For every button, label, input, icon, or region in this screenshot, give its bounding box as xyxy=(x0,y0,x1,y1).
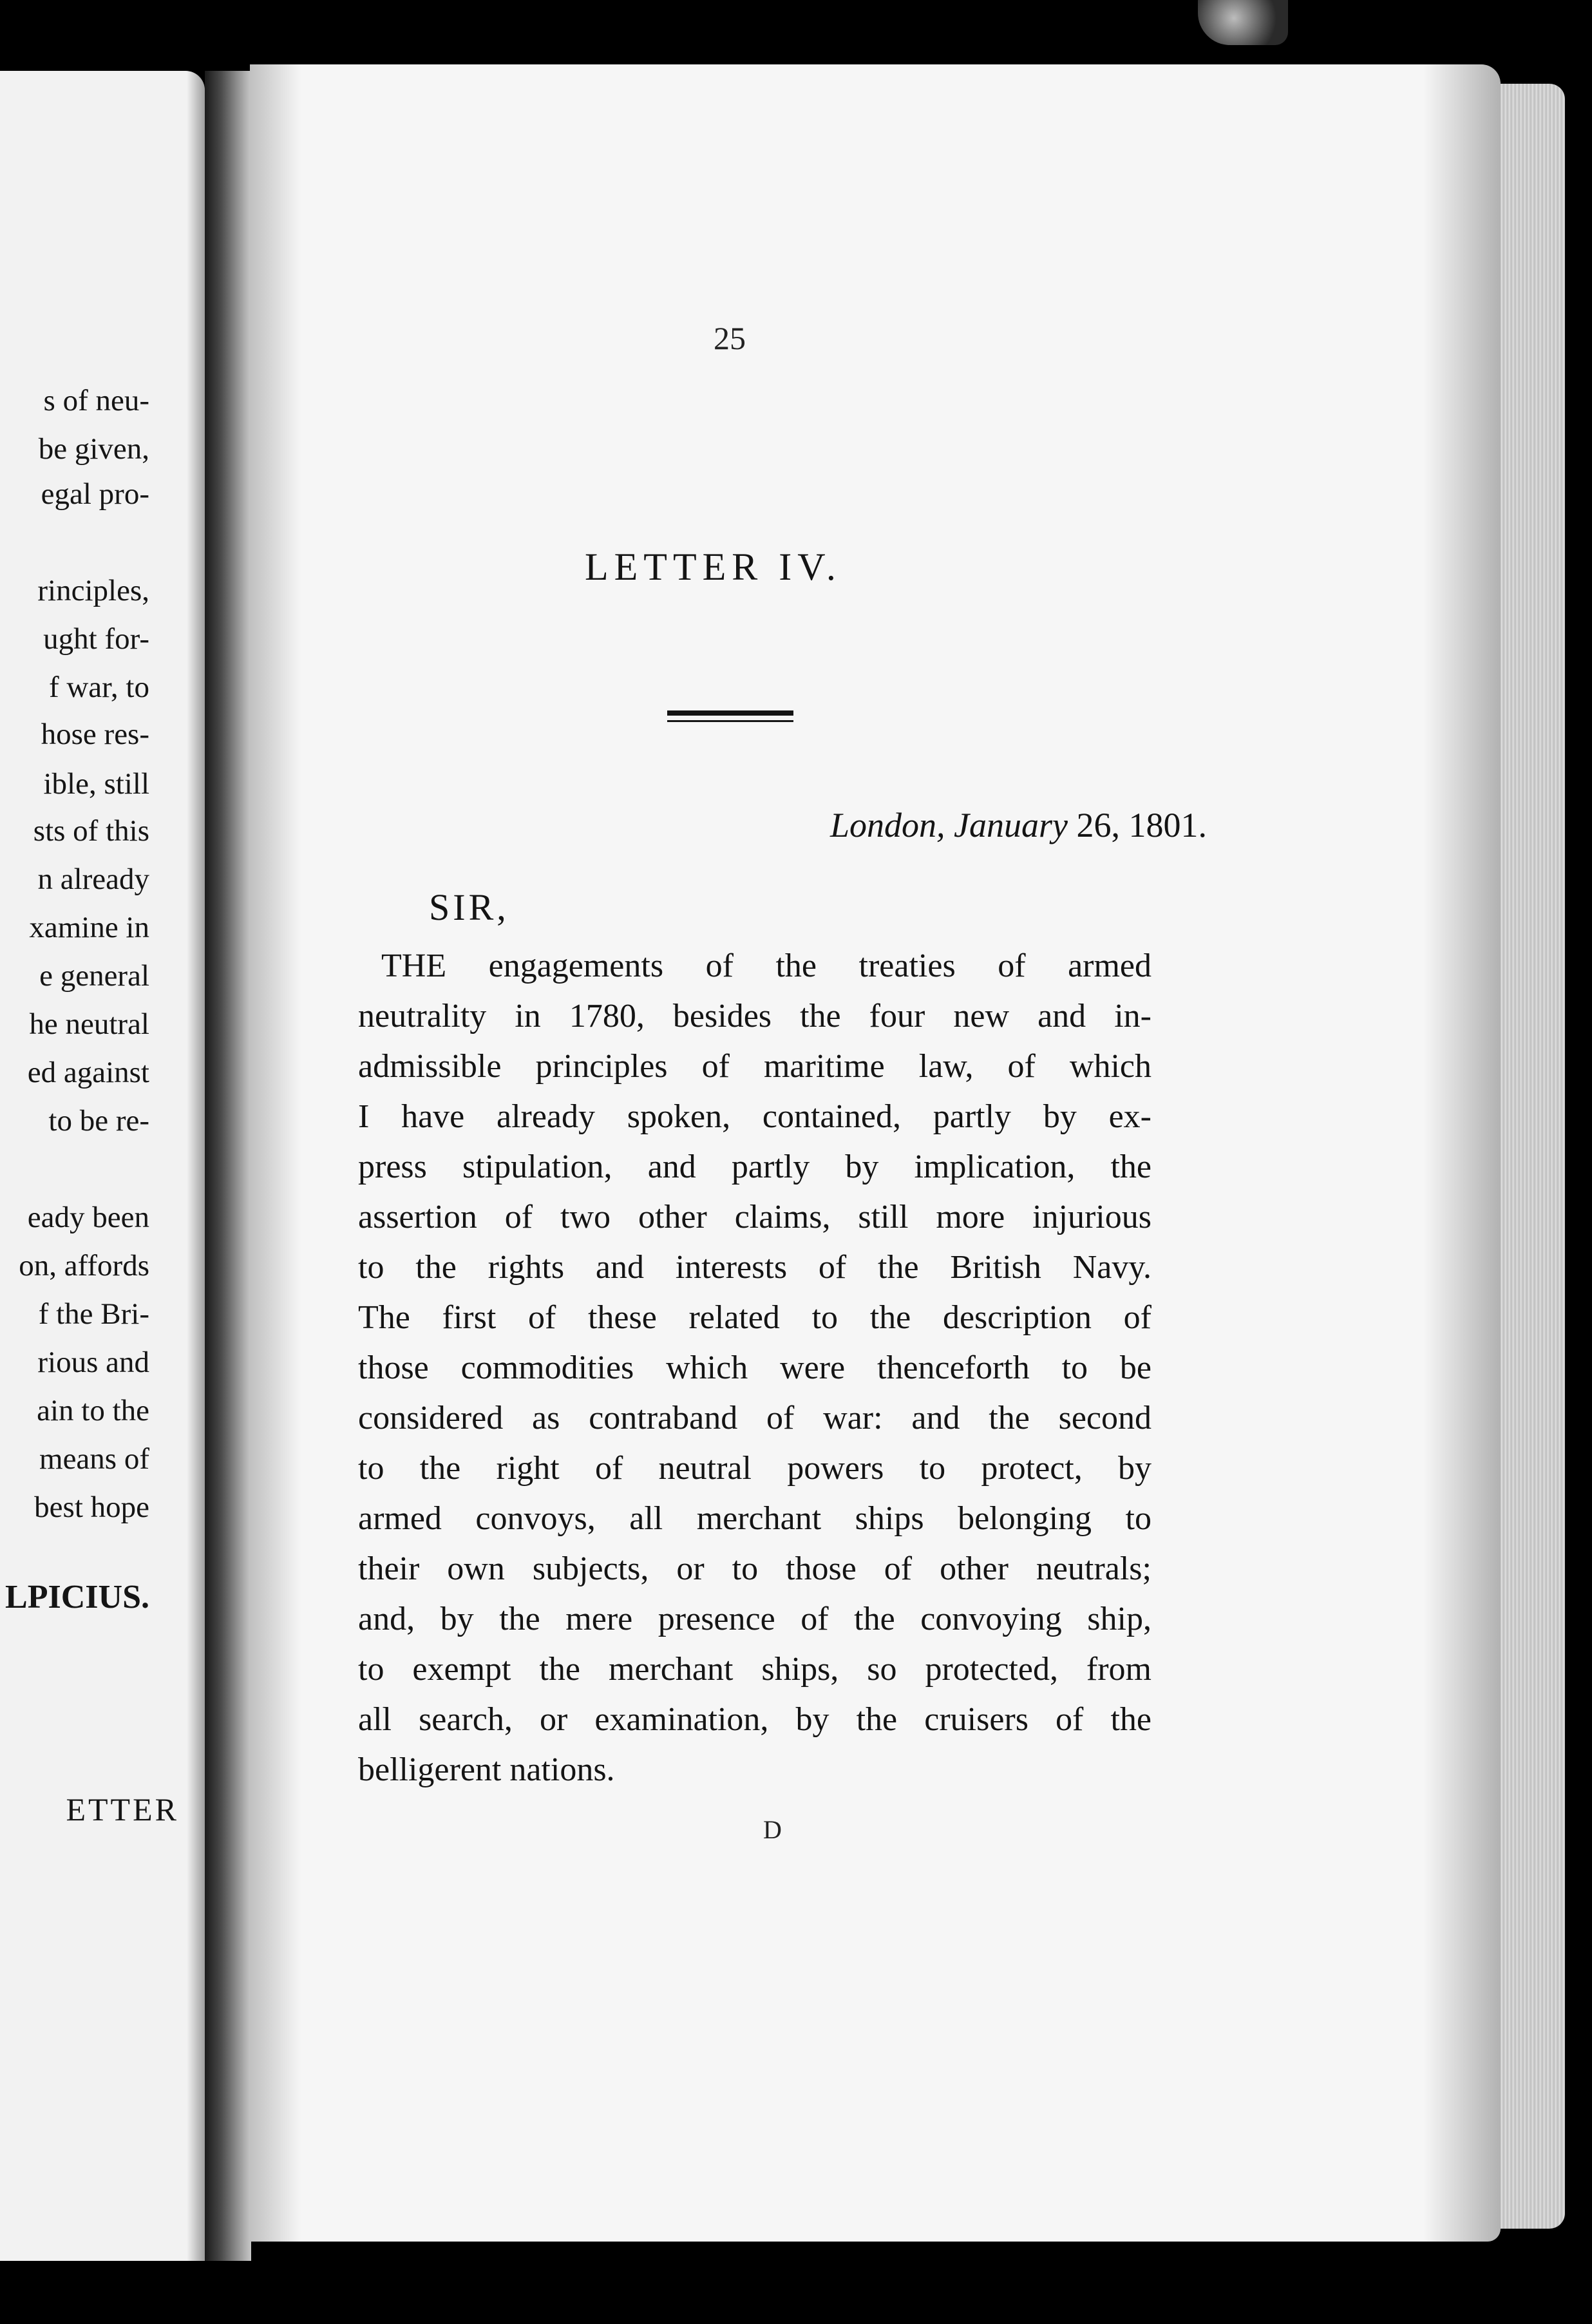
left-page-line: rinciples, xyxy=(37,574,149,607)
body-line: neutrality in 1780, besides the four new and in- xyxy=(358,998,1151,1034)
body-line: THE engagements of the treaties of armed xyxy=(381,948,1151,984)
left-page-line: ed against xyxy=(27,1056,149,1089)
left-page-line: egal pro- xyxy=(41,477,149,511)
signature-mark: D xyxy=(763,1815,782,1844)
body-line: assertion of two other claims, still more injurious xyxy=(358,1199,1151,1235)
heading-rule-thick xyxy=(667,710,793,716)
left-page-line: means of xyxy=(39,1442,149,1476)
body-line: those commodities which were thenceforth to be xyxy=(358,1349,1151,1386)
body-line: press stipulation, and partly by implication, the xyxy=(358,1148,1151,1185)
body-line: to exempt the merchant ships, so protected, from xyxy=(358,1651,1151,1688)
left-page-line: ain to the xyxy=(37,1394,149,1427)
body-line: The first of these related to the description of xyxy=(358,1299,1151,1336)
left-page-line: on, affords xyxy=(19,1249,149,1282)
page-number: 25 xyxy=(714,320,746,356)
left-page-line: he neutral xyxy=(29,1007,149,1041)
dateline-date: 26, 1801. xyxy=(1076,806,1207,844)
left-page-line: rious and xyxy=(37,1346,149,1379)
dateline-place: London, January xyxy=(830,806,1068,844)
left-page-line: to be re- xyxy=(48,1104,149,1138)
torn-corner xyxy=(1198,0,1288,45)
left-page-line: ught for- xyxy=(43,622,149,656)
left-page-line: n already xyxy=(37,862,149,896)
body-line: armed convoys, all merchant ships belonging to xyxy=(358,1500,1151,1537)
body-line: admissible principles of maritime law, of which xyxy=(358,1048,1151,1085)
heading-rule-thin xyxy=(667,720,793,722)
body-line: to the right of neutral powers to protect, by xyxy=(358,1450,1151,1487)
left-page-line: f the Bri- xyxy=(38,1297,149,1331)
page-edges xyxy=(1494,84,1565,2229)
body-line: considered as contraband of war: and the second xyxy=(358,1400,1151,1436)
left-page xyxy=(0,71,205,2261)
body-line: and, by the mere presence of the convoying ship, xyxy=(358,1601,1151,1637)
left-page-line: e general xyxy=(39,959,149,993)
left-page-line: be given, xyxy=(38,432,149,466)
book-gutter xyxy=(205,71,251,2261)
body-line: their own subjects, or to those of other neutrals; xyxy=(358,1550,1151,1587)
left-page-line: xamine in xyxy=(29,911,149,944)
left-page-line: sts of this xyxy=(33,814,149,848)
left-page-line: ible, still xyxy=(43,767,149,801)
letter-heading: LETTER IV. xyxy=(585,546,842,588)
salutation: SIR, xyxy=(429,886,509,928)
body-line: belligerent nations. xyxy=(358,1751,615,1788)
left-page-catchword: ETTER xyxy=(66,1791,179,1827)
left-page-signature: LPICIUS. xyxy=(5,1579,149,1615)
body-line: to the rights and interests of the British Navy. xyxy=(358,1249,1151,1286)
body-line: all search, or examination, by the cruisers of the xyxy=(358,1701,1151,1738)
left-page-line: best hope xyxy=(34,1491,149,1524)
body-line: I have already spoken, contained, partly by ex- xyxy=(358,1098,1151,1135)
dateline xyxy=(830,805,1207,845)
left-page-line: s of neu- xyxy=(43,384,149,417)
left-page-line: eady been xyxy=(27,1201,149,1234)
left-page-line: f war, to xyxy=(48,671,149,704)
left-page-line: hose res- xyxy=(41,718,149,751)
